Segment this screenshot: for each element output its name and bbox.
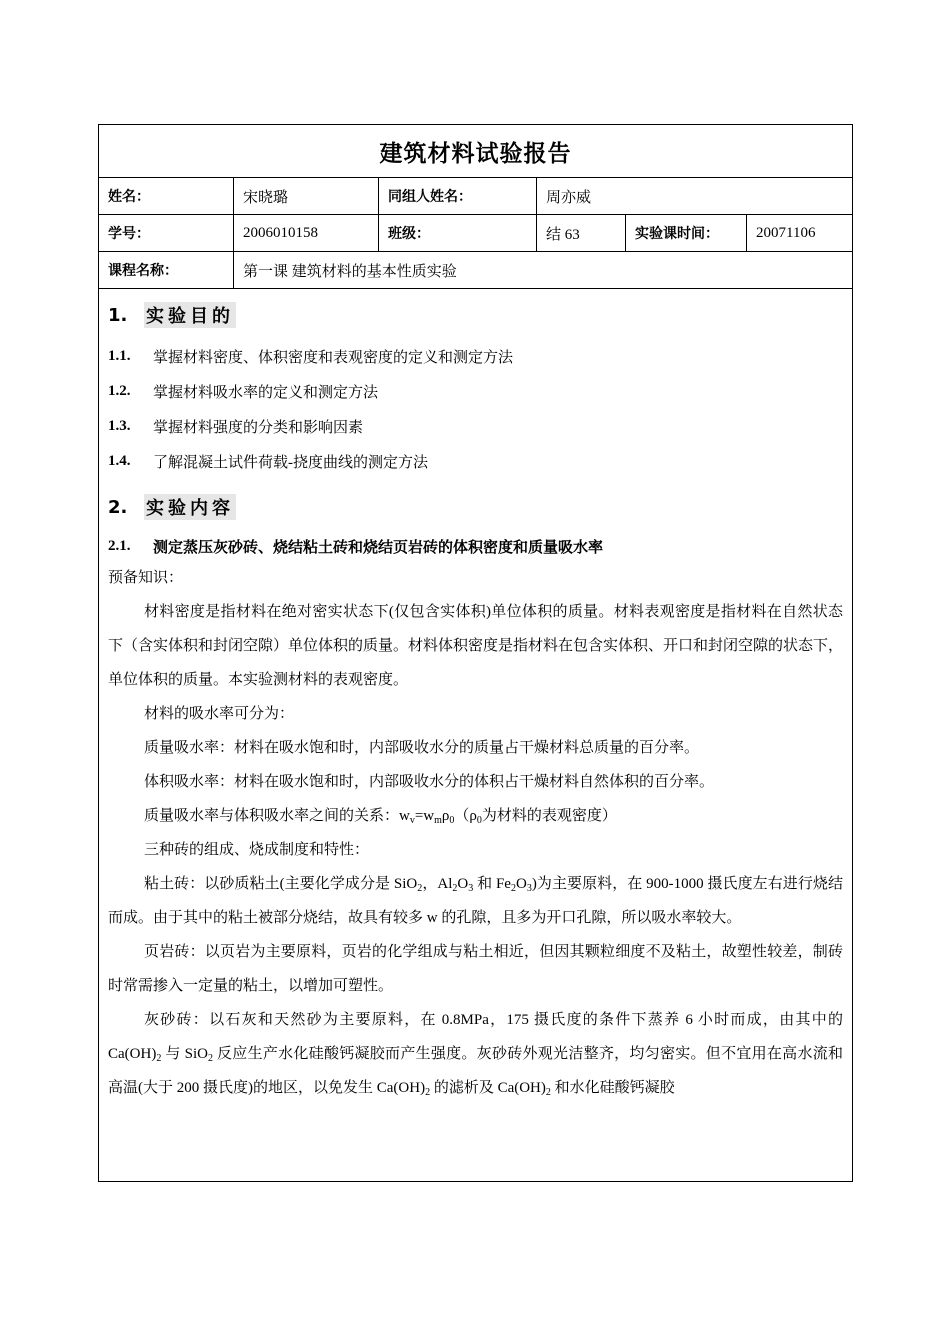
item-number: 1.3. xyxy=(108,418,131,434)
item-text: 掌握材料强度的分类和影响因素 xyxy=(153,420,364,436)
section1-heading xyxy=(108,301,843,329)
item-text: 掌握材料吸水率的定义和测定方法 xyxy=(153,385,379,401)
date-label: 实验课时间： xyxy=(626,215,747,251)
paragraph-relation: 质量吸水率与体积吸水率之间的关系：$w_v=w_m\rho_0(\rho_0$为材料的表观密度） xyxy=(144,808,617,826)
item-number: 1.2. xyxy=(108,383,131,399)
subsection-heading xyxy=(108,531,843,561)
paragraph-shale-brick: 页岩砖：以页岩为主要原料，页岩的化学组成与粘土相近，但因其颗粒细度不及粘土，故塑性较差，制砖时常需掺入一定量的粘土，以增加可塑性。 xyxy=(108,944,843,994)
section2-number: 2. xyxy=(108,496,128,518)
list-item xyxy=(108,409,843,444)
item-text: 了解混凝土试件荷载-挠度曲线的测定方法 xyxy=(153,455,428,471)
info-row-1 xyxy=(99,178,852,215)
course-label: 课程名称： xyxy=(99,252,234,288)
paragraph-density: 材料密度是指材料在绝对密实状态下(仅包含实体积)单位体积的质量。材料表观密度是指材料在自然状态下（含实体积和封闭空隙）单位体积的质量。材料体积密度是指材料在包含实体积、开口和封闭空隙的状态下，单位体积的质量。本实验测材料的表观密度。 xyxy=(108,604,844,688)
item-text: 掌握材料密度、体积密度和表观密度的定义和测定方法 xyxy=(153,350,514,366)
paragraph-absorption: 材料的吸水率可分为： xyxy=(144,706,295,722)
paragraph-mass-absorption: 质量吸水率：材料在吸水饱和时，内部吸收水分的质量占干燥材料总质量的百分率。 xyxy=(144,740,700,756)
section2-title: 实验内容 xyxy=(144,494,236,520)
paragraph-sand-lime-brick: 灰砂砖：以石灰和天然砂为主要原料，在 0.8MPa，175 摄氏度的条件下蒸养 6 小时而成，由其中的 $Ca(OH)_2$ 与 SiO$_2$ 反应生产水化硅酸钙凝胶而产生强度。灰砂砖外观光洁整齐，均匀密实。但不宜用在高水流和高温(大于 200 摄氏度)的地区，以免发生 $Ca(OH)_2$ 的滤析及 $Ca(OH)_2$ 和水化硅酸钙凝胶 xyxy=(108,1012,843,1098)
list-item xyxy=(108,339,843,374)
paragraph-clay-brick: 粘土砖：以砂质粘土(主要化学成分是 SiO$_2$，$Al_2O_3$ 和 $Fe_2O_3$)为主要原料，在 900-1000 摄氏度左右进行烧结而成。由于其中的粘土被部分烧结，故具有较多 w 的孔隙，且多为开口孔隙，所以吸水率较大。 xyxy=(108,876,843,926)
class-label: 班级： xyxy=(379,215,537,251)
prep-label: 预备知识： xyxy=(108,570,184,586)
name-value: 宋晓璐 xyxy=(234,178,379,214)
partner-value: 周亦威 xyxy=(546,189,592,206)
section1-title: 实验目的 xyxy=(144,302,236,328)
subsection-title: 测定蒸压灰砂砖、烧结粘土砖和烧结页岩砖的体积密度和质量吸水率 xyxy=(153,537,604,556)
partner-label: 同组人姓名： xyxy=(379,178,537,214)
objectives-list xyxy=(108,339,843,479)
date-value: 20071106 xyxy=(756,224,816,241)
name-label: 姓名： xyxy=(99,178,234,214)
report-body xyxy=(99,301,852,1105)
id-label: 学号： xyxy=(99,215,234,251)
list-item xyxy=(108,374,843,409)
title-row xyxy=(99,125,852,178)
id-value: 2006010158 xyxy=(234,215,379,251)
item-number: 1.1. xyxy=(108,348,131,364)
paragraph-volume-absorption: 体积吸水率：材料在吸水饱和时，内部吸收水分的体积占干燥材料自然体积的百分率。 xyxy=(144,774,715,790)
list-item xyxy=(108,444,843,479)
subsection-number: 2.1. xyxy=(108,537,131,554)
paragraph-bricks-intro: 三种砖的组成、烧成制度和特性： xyxy=(144,842,370,858)
item-number: 1.4. xyxy=(108,453,131,469)
report-frame xyxy=(98,124,853,1182)
info-row-2 xyxy=(99,215,852,252)
class-value: 结 63 xyxy=(537,215,626,251)
report-title: 建筑材料试验报告 xyxy=(379,140,572,167)
section1-number: 1. xyxy=(108,304,128,326)
course-value: 第一课 建筑材料的基本性质实验 xyxy=(243,263,457,280)
section2-heading xyxy=(108,493,843,521)
info-row-3 xyxy=(99,252,852,289)
